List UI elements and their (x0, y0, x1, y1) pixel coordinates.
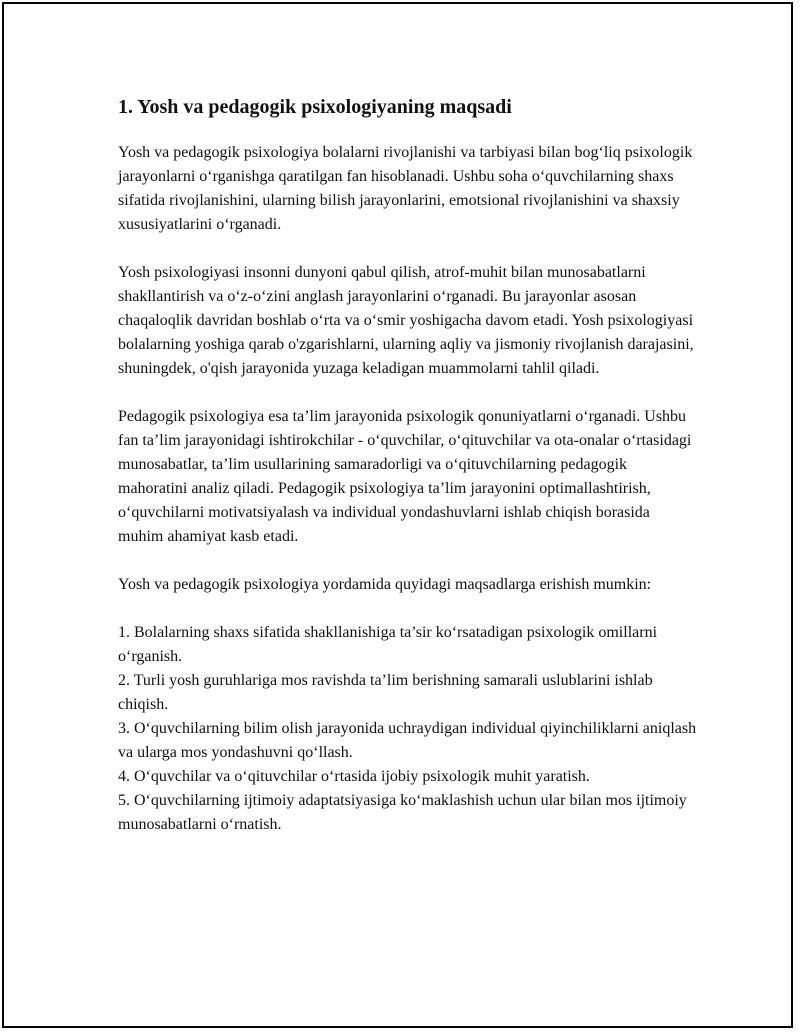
goals-list (118, 621, 698, 837)
document-body (118, 93, 698, 837)
list-item: 3. O‘quvchilarning bilim olish jarayonida uchraydigan individual qiyinchiliklarni aniqlash va ularga mos yondashuvni qo‘llash. (118, 720, 697, 761)
paragraph-age-psychology: Yosh psixologiyasi insonni dunyoni qabul qilish, atrof-muhit bilan munosabatlarni shakllantirish va o‘z-o‘zini anglash jarayonlarini o‘rganadi. Bu jarayonlar asosan chaqaloqlik davridan boshlab o‘rta va o‘smir yoshigacha davom etadi. Yosh psixologiyasi bolalarning yoshiga qarab o'zgarishlarni, ularning aqliy va jismoniy rivojlanish darajasini, shuningdek, o'qish jarayonida yuzaga keladigan muammolarni tahlil qiladi. (118, 264, 694, 377)
list-item: 5. O‘quvchilarning ijtimoiy adaptatsiyasiga ko‘maklashish uchun ular bilan mos ijtimoiy munosabatlarni o‘rnatish. (118, 792, 687, 833)
list-item: 4. O‘quvchilar va o‘qituvchilar o‘rtasida ijobiy psixologik muhit yaratish. (118, 768, 590, 785)
list-item: 1. Bolalarning shaxs sifatida shakllanishiga ta’sir ko‘rsatadigan psixologik omillarni o‘rganish. (118, 624, 658, 665)
document-title: 1. Yosh va pedagogik psixologiyaning maqsadi (118, 96, 512, 118)
paragraph-intro: Yosh va pedagogik psixologiya bolalarni rivojlanishi va tarbiyasi bilan bog‘liq psixologik jarayonlarni o‘rganishga qaratilgan fan hisoblanadi. Ushbu soha o‘quvchilarning shaxs sifatida rivojlanishini, ularning bilish jarayonlarini, emotsional rivojlanishini va shaxsiy xususiyatlarini o‘rganadi. (118, 144, 693, 233)
paragraph-goals-intro: Yosh va pedagogik psixologiya yordamida quyidagi maqsadlarga erishish mumkin: (118, 576, 652, 593)
paragraph-pedagogical-psychology: Pedagogik psixologiya esa ta’lim jarayonida psixologik qonuniyatlarni o‘rganadi. Ushbu fan ta’lim jarayonidagi ishtirokchilar - o‘quvchilar, o‘qituvchilar va ota-onalar o‘rtasidagi munosabatlar, ta’lim usullarining samaradorligi va o‘qituvchilarning pedagogik mahoratini analiz qiladi. Pedagogik psixologiya ta’lim jarayonini optimallashtirish, o‘quvchilarni motivatsiyalash va individual yondashuvlarni ishlab chiqish borasida muhim ahamiyat kasb etadi. (118, 408, 692, 545)
list-item: 2. Turli yosh guruhlariga mos ravishda ta’lim berishning samarali uslublarini ishlab chiqish. (118, 672, 653, 713)
